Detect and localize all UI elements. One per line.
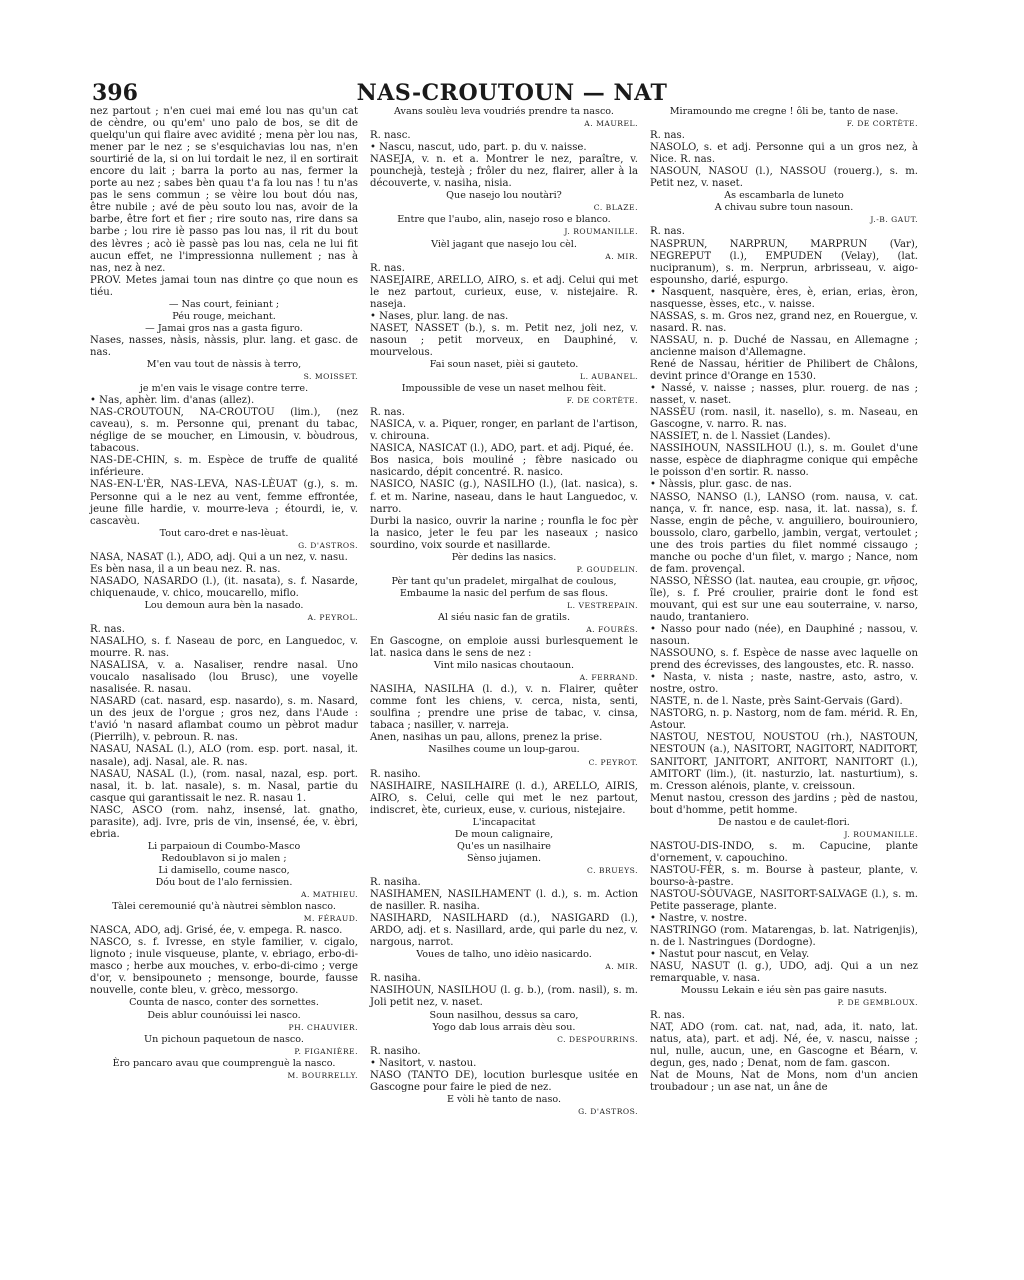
dictionary-entry: NASA, NASAT (l.), ADO, adj. Qui a un nez, v. nasu. — [90, 551, 348, 563]
dictionary-entry: NASSAS, s. m. Gros nez, grand nez, en Rouergue, v. nasard. R. nas. — [650, 310, 918, 334]
quotation-line: Qu'es un nasilhaire — [457, 840, 551, 852]
dictionary-entry: • Nassé, v. naisse ; nasses, plur. rouerg. de nas ; nasset, v. naset. — [650, 383, 918, 407]
citation-source: L. AUBANEL. — [580, 372, 638, 382]
citation-source: C. PEYROT. — [588, 757, 638, 767]
dictionary-entry: NASALISA, v. a. Nasaliser, rendre nasal. Uno voucalo nasalisado (lou Brusc), une voyelle nasalisée. R. nasau. — [90, 660, 358, 696]
citation-source: A. MAUREL. — [584, 119, 638, 129]
dictionary-entry: NASICO, NASIC (g.), NASILHO (l.), (lat. nasica), s. f. et m. Narine, naseau, dans le haut Languedoc, v. narro. — [370, 479, 638, 515]
dictionary-entry: • Nas, aphèr. lim. d'anas (allez). — [90, 395, 255, 407]
dictionary-entry: NASSIET, n. de l. Nassiet (Landes). — [650, 431, 831, 443]
dictionary-entry: NAS-CROUTOUN, NA-CROUTOU (lim.), (nez caveau), s. m. Personne qui, prenant du tabac, néglige de se moucher, en Limousin, v. bòudrous, tabacous. — [90, 407, 358, 455]
quotation-line: Impoussible de vese un naset melhou fèit. — [401, 383, 607, 395]
quotation-line: Deis ablur counóuissi lei nasco. — [147, 1009, 301, 1021]
dictionary-entry: Bos nasica, bois mouliné ; fèbre nasicado ou nasicardo, dépit concentré. R. nasico. — [370, 455, 638, 479]
page-number: 396 — [92, 80, 138, 106]
dictionary-entry: NASIHAMEN, NASILHAMENT (l. d.), s. m. Action de nasiller. R. nasiha. — [370, 889, 638, 913]
dictionary-entry: NASU, NASUT (l. g.), UDO, adj. Qui a un nez remarquable, v. nasa. — [650, 961, 918, 985]
dictionary-entry: NASIHOUN, NASILHOU (l. g. b.), (rom. nasil), s. m. Joli petit nez, v. naset. — [370, 985, 638, 1009]
quotation-line: Yogo dab lous arrais dèu sou. — [432, 1021, 576, 1033]
quotation-line: Miramoundo me cregne ! ôli be, tanto de nase. — [669, 106, 899, 117]
dictionary-entry: NASICA, NASICAT (l.), ADO, part. et adj. Piqué, ée. — [370, 443, 634, 455]
citation-source: J.-B. GAUT. — [870, 215, 918, 225]
citation-source: S. MOISSET. — [303, 372, 358, 382]
quotation-line: Vièl jagant que nasejo lou cèl. — [431, 238, 577, 250]
dictionary-entry: NASIHA, NASILHA (l. d.), v. n. Flairer, quêter comme font les chiens, v. cerca, nista, senti, soulfina ; prendre une prise de tabac, v. cinsa, tabaca ; nasiller, v. narreja. — [370, 684, 638, 732]
dictionary-entry: NASSOUNO, s. f. Espèce de nasse avec laquelle on prend des écrevisses, des langoustes, etc. R. nasso. — [650, 648, 918, 672]
dictionary-entry: • Nasta, v. nista ; naste, nastre, asto, astro, v. nostre, ostro. — [650, 672, 918, 696]
dictionary-entry: NASEJAIRE, ARELLO, AIRO, s. et adj. Celui qui met le nez partout, curieux, euse, v. nistejaire. R. naseja. — [370, 274, 638, 310]
dictionary-entry: NASO (TANTO DE), locution burlesque usitée en Gascogne pour faire le pied de nez. — [370, 1069, 638, 1093]
dictionary-entry: NASC, ASCO (rom. nahz, insensé, lat. gnatho, parasite), adj. Ivre, pris de vin, insensé, ée, v. èbri, ebria. — [90, 804, 358, 840]
dictionary-entry: Nases, nasses, nàsis, nàssis, plur. lang. et gasc. de nas. — [90, 334, 358, 358]
quotation-line: A chivau subre toun nasoun. — [714, 202, 854, 214]
quotation-line: Sènso jujamen. — [466, 852, 542, 864]
citation-source: F. DE CORTÈTE. — [566, 396, 638, 406]
citation-source: P. FIGANIÈRE. — [294, 1046, 358, 1056]
quotation-line: M'en vau tout de nàssis à terro, — [146, 358, 302, 370]
dictionary-entry: NASEJA, v. n. et a. Montrer le nez, paraître, v. pounchejà, testejà ; frôler du nez, flairer, aller à la découverte, v. nasiha, nisia. — [370, 154, 638, 190]
dictionary-entry: Es bèn nasa, il a un beau nez. R. nas. — [90, 563, 281, 575]
dictionary-entry: nez partout ; n'en cuei mai emé lou nas qu'un cat de cèndre, ou qu'em' uno palo de bos, se dit de quelqu'un qui flaire avec avidité ; mena pèr lou nas, mener par le nez ; se s'esquichavias lou nas, n'en sourtirié de la, si on lui tordait le nez, il en sortirait encore du lait ; barra la porto au nas, fermer la porte au nez ; sabes bèn quau t'a fa lou nas ! tu n'as pas le sens commun ; se vèire lou bout dóu nas, être nubile ; avé de pèu souto lou nas, avoir de la barbe, être fort et fier ; rire souto nas, rire dans sa barbe ; lou rire iè passo pas lou nas, il rit du bout des lèvres ; acò iè passè pas lou nas, cela ne lui fit aucun effet, ne l'impressionna nullement ; nas à nas, nez à nez. — [90, 106, 358, 274]
dictionary-entry: En Gascogne, on emploie aussi burlesquement le lat. nasica dans le sens de nez : — [370, 636, 638, 660]
dictionary-entry: • Nastre, v. nostre. — [650, 913, 748, 925]
dictionary-entry: R. nas. — [370, 262, 405, 274]
citation-source: C. BRUEYS. — [587, 865, 638, 875]
citation-source: PH. CHAUVIER. — [288, 1022, 358, 1032]
dictionary-entry: NASSIHOUN, NASSILHOU (l.), s. m. Goulet d'une nasse, espèce de diaphragme conique qui empêche le poisson d'en sortir. R. nasso. — [650, 443, 918, 479]
dictionary-entry: R. nasiho. — [370, 768, 421, 780]
citation-source: J. ROUMANILLE. — [844, 829, 918, 839]
dictionary-entry: Nat de Mouns, Nat de Mons, nom d'un ancien troubadour ; un ase nat, un âne de — [650, 1069, 918, 1093]
quotation-line: je m'en vais le visage contre terre. — [139, 383, 309, 395]
citation-source: C. DESPOURRINS. — [557, 1034, 638, 1044]
dictionary-entry: NASOLO, s. et adj. Personne qui a un gros nez, à Nice. R. nas. — [650, 142, 918, 166]
quotation-line: Counta de nasco, conter des sornettes. — [129, 997, 319, 1009]
dictionary-entry: NASTE, n. de l. Naste, près Saint-Gervais (Gard). — [650, 696, 903, 708]
quotation-line: Que nasejo lou noutàri? — [446, 190, 562, 202]
dictionary-entry: NAS-DE-CHIN, s. m. Espèce de truffe de qualité inférieure. — [90, 455, 358, 479]
citation-source: J. ROUMANILLE. — [564, 227, 638, 237]
citation-source: A. FERRAND. — [579, 673, 638, 683]
dictionary-entry: NASTORG, n. p. Nastorg, nom de fam. mérid. R. En, Astour. — [650, 708, 918, 732]
dictionary-entry: Durbi la nasico, ouvrir la narine ; rounfla le foc pèr la nasico, jeter le feu par les naseaux ; nasico sourdino, voix sourde et nasillarde. — [370, 515, 638, 551]
dictionary-entry: NASTRINGO (rom. Matarengas, b. lat. Natrigenjis), n. de l. Nastringues (Dordogne). — [650, 925, 918, 949]
dictionary-entry: NASALHO, s. f. Naseau de porc, en Languedoc, v. mourre. R. nas. — [90, 636, 358, 660]
quotation-line: Li damisello, coume nasco, — [158, 864, 290, 876]
dictionary-entry: R. nasc. — [370, 130, 411, 142]
dictionary-entry: • Nastut pour nascut, en Velay. — [650, 949, 810, 961]
quotation-line: Tout caro-dret e nas-lèuat. — [159, 527, 289, 539]
quotation-line: Dóu bout de l'alo fernissien. — [155, 877, 293, 888]
dictionary-entry: NASSAU, n. p. Duché de Nassau, en Allemagne ; ancienne maison d'Allemagne. — [650, 334, 918, 358]
dictionary-entry: • Nasitort, v. nastou. — [370, 1057, 477, 1069]
quotation-line: — Nas court, feiniant ; — [168, 298, 280, 310]
dictionary-entry: • Nascu, nascut, udo, part. p. du v. naisse. — [370, 142, 587, 154]
citation-source: A. PEYROL. — [307, 612, 358, 622]
dictionary-entry: NASSO, NÈSSO (lat. nautea, eau croupie, gr. νῆσος, île), s. f. Pré croulier, prairie dont le fond est mouvant, qui est sur une eau souterraine, v. narso, naudo, trantaniero. — [650, 575, 918, 623]
quotation-line: De nastou e de caulet-flori. — [718, 816, 850, 828]
dictionary-entry: NASARD (cat. nasard, esp. nasardo), s. m. Nasard, un des jeux de l'orgue ; gros nez, dans l'Aude : t'avió 'n nasard aflambat coumo un pèbrot madur (Pierrilh), v. pebroun. R. nas. — [90, 696, 358, 744]
dictionary-entry: NASIHARD, NASILHARD (d.), NASIGARD (l.), ARDO, adj. et s. Nasillard, arde, qui parle du nez, v. nargous, narrot. — [370, 913, 638, 949]
dictionary-entry: • Nasquent, nasquère, ères, è, erian, erias, èron, nasquesse, èsses, etc., v. naisse. — [650, 286, 918, 310]
citation-source: G. D'ASTROS. — [298, 540, 358, 550]
dictionary-entry: NAS-EN-L'ÈR, NAS-LEVA, NAS-LÈUAT (g.), s. m. Personne qui a le nez au vent, femme effrontée, jeune fille hardie, v. mourre-leva ; étourdi, ie, v. cascavèu. — [90, 479, 358, 527]
dictionary-entry: R. nasiho. — [370, 1045, 421, 1057]
quotation-line: Lou demoun aura bèn la nasado. — [144, 599, 304, 611]
quotation-line: As escambarla de luneto — [724, 190, 844, 202]
dictionary-entry: PROV. Metes jamai toun nas dintre ço que noun es tiéu. — [90, 274, 358, 298]
quotation-line: Li parpaioun di Coumbo-Masco — [147, 840, 301, 852]
quotation-line: Vint milo nasicas choutaoun. — [433, 660, 575, 672]
dictionary-entry: NASTOU-SÒUVAGE, NASITORT-SALVAGE (l.), s. m. Petite passerage, plante. — [650, 889, 918, 913]
citation-source: A. MIR. — [605, 251, 638, 261]
citation-source: C. BLAZE. — [593, 203, 638, 213]
dictionary-entry: Anen, nasihas un pau, allons, prenez la prise. — [370, 732, 603, 744]
dictionary-entry: NASOUN, NASOU (l.), NASSOU (rouerg.), s. m. Petit nez, v. naset. — [650, 166, 918, 190]
dictionary-entry: NASAU, NASAL (l.), ALO (rom. esp. port. nasal, it. nasale), adj. Nasal, ale. R. nas. — [90, 744, 358, 768]
citation-source: G. D'ASTROS. — [578, 1106, 638, 1116]
quotation-line: Tàlei ceremounié qu'à nàutrei sèmblon nasco. — [112, 901, 336, 913]
dictionary-entry: R. nas. — [370, 407, 405, 419]
quotation-line: Fai soun naset, pièi si gauteto. — [429, 358, 579, 370]
dictionary-entry: R. nasiha. — [370, 973, 421, 985]
dictionary-entry: René de Nassau, héritier de Philibert de Châlons, devint prince d'Orange en 1530. — [650, 358, 918, 383]
dictionary-entry: Menut nastou, cresson des jardins ; pèd de nastou, bout d'homme, petit homme. — [650, 792, 918, 816]
dictionary-entry: NASET, NASSET (b.), s. m. Petit nez, joli nez, v. nasoun ; petit morveux, en Dauphiné, v. mourvelous. — [370, 322, 638, 358]
running-head: NAS-CROUTOUN — NAT — [356, 80, 668, 106]
citation-source: F. DE CORTÈTE. — [846, 119, 918, 129]
citation-source: A. FOURÈS. — [586, 625, 638, 635]
dictionary-entry: NASTOU-FÈR, s. m. Bourse à pasteur, plante, v. bourso-à-pastre. — [650, 864, 918, 888]
quotation-line: Soun nasilhou, dessus sa caro, — [429, 1009, 579, 1021]
dictionary-entry: NASICA, v. a. Piquer, ronger, en parlant de l'artison, v. chirouna. — [370, 419, 638, 443]
dictionary-entry: NASCO, s. f. Ivresse, en style familier, v. cigalo, lignoto ; inule visqueuse, plante, v. ebriago, erbo-di-masco ; herbe aux mouches, v. erbo-di-cimo ; verge d'or, v. bensipouneto ; mensonge, bourde, fausse nouvelle, conte bleu, v. grèco, messorgo. — [90, 937, 358, 997]
column-right — [650, 106, 918, 1094]
dictionary-entry: NASTOU, NESTOU, NOUSTOU (rh.), NASTOUN, NESTOUN (a.), NASITORT, NAGITORT, NADITORT, SANITORT, JANITORT, ANITORT, NANITORT (l.), AMITORT (lim.), (it. nasturzio, lat. nasturtium), s. m. Cresson alénois, plante, v. creissoun. — [650, 732, 918, 792]
quotation-line: Al siéu nasic fan de gratils. — [437, 611, 571, 623]
dictionary-entry: NASCA, ADO, adj. Grisé, ée, v. empega. R. nasco. — [90, 925, 343, 937]
citation-source: A. MIR. — [605, 962, 638, 972]
dictionary-entry: • Nàssis, plur. gasc. de nas. — [650, 479, 792, 491]
dictionary-entry: R. nas. — [90, 624, 125, 636]
quotation-line: Pèr dedins las nasics. — [451, 551, 557, 563]
dictionary-entry: R. nasiha. — [370, 877, 421, 888]
dictionary-entry: NASAU, NASAL (l.), (rom. nasal, nazal, esp. port. nasal, it. b. lat. nasale), s. m. Nasal, partie du casque qui garantissait le nez. R. nasau 1. — [90, 768, 358, 804]
quotation-line: — Jamai gros nas a gasta figuro. — [145, 322, 303, 334]
quotation-line: Avans soulèu leva voudriés prendre ta nasco. — [394, 106, 614, 117]
citation-source: P. GOUDELIN. — [576, 564, 638, 574]
dictionary-entry: NASPRUN, NARPRUN, MARPRUN (Var), NEGREPUT (l.), EMPUDEN (Velay), (lat. nucipranum), s. m. Nerprun, arbrisseau, v. aigo-espounsho, darié, espurgo. — [650, 238, 918, 286]
citation-source: M. BOURRELLY. — [287, 1070, 358, 1080]
quotation-line: Redoublavon si jo malen ; — [161, 852, 287, 864]
citation-source: P. DE GEMBLOUX. — [837, 998, 918, 1008]
dictionary-entry: NASTOU-DIS-INDO, s. m. Capucine, plante d'ornement, v. capouchino. — [650, 840, 918, 864]
dictionary-entry: • Nasso pour nado (née), en Dauphiné ; nassou, v. nasoun. — [650, 624, 918, 648]
dictionary-entry: • Nases, plur. lang. de nas. — [370, 310, 509, 322]
dictionary-entry: R. nas. — [650, 1009, 685, 1021]
citation-source: L. VESTREPAIN. — [567, 600, 638, 610]
dictionary-entry: NAT, ADO (rom. cat. nat, nad, ada, it. nato, lat. natus, ata), part. et adj. Né, ée, v. nascu, naisse ; nul, nulle, aucun, une, en Gascogne et Béarn, v. degun, ges, nado ; Denat, nom de fam. gascon. — [650, 1021, 918, 1069]
dictionary-entry: NASSÈU (rom. nasil, it. nasello), s. m. Naseau, en Gascogne, v. narro. R. nas. — [650, 407, 918, 431]
dictionary-entry: NASIHAIRE, NASILHAIRE (l. d.), ARELLO, AIRIS, AIRO, s. Celui, celle qui met le nez partout, indiscret, ète, curieux, euse, v. curious, nistejaire. — [370, 780, 638, 816]
column-left — [90, 106, 358, 1082]
quotation-line: L'incapacitat — [472, 816, 536, 828]
quotation-line: Embaume la nasic del perfum de sas flous. — [399, 587, 609, 599]
dictionary-entry: R. nas. — [650, 226, 685, 238]
quotation-line: Moussu Lekain e iéu sèn pas gaire nasuts. — [680, 985, 888, 997]
quotation-line: De moun calignaire, — [454, 828, 554, 840]
dictionary-entry: R. nas. — [650, 130, 685, 142]
quotation-line: E vòli hè tanto de naso. — [446, 1093, 562, 1105]
quotation-line: Voues de talho, uno idèio nasicardo. — [416, 949, 592, 961]
quotation-line: Pèr tant qu'un pradelet, mirgalhat de coulous, — [391, 575, 617, 587]
citation-source: M. FÉRAUD. — [303, 914, 358, 924]
quotation-line: Entre que l'aubo, alin, nasejo roso e blanco. — [397, 214, 611, 226]
dictionary-entry: NASADO, NASARDO (l.), (it. nasata), s. f. Nasarde, chiquenaude, v. chico, moucarello, miflo. — [90, 575, 358, 599]
dictionary-entry: NASSO, NANSO (l.), LANSO (rom. nausa, v. cat. nança, v. fr. nance, esp. nasa, it. lat. nassa), s. f. Nasse, engin de pêche, v. anguiliero, bouirouniero, boussolo, claro, garbello, jambin, vergat, vertoulet ; une des trois parties du filet nommé cissaugo ; manche ou poche d'un filet, v. margo ; Nance, nom de fam. provençal. — [650, 491, 918, 575]
citation-source: A. MATHIEU. — [300, 890, 358, 900]
column-middle — [370, 106, 638, 1118]
quotation-line: Un pichoun paquetoun de nasco. — [144, 1033, 304, 1045]
quotation-line: Péu rouge, meichant. — [172, 310, 276, 322]
quotation-line: Nasilhes coume un loup-garou. — [428, 744, 580, 756]
quotation-line: Èro pancaro avau que coumprenguè la nasco. — [112, 1057, 336, 1069]
